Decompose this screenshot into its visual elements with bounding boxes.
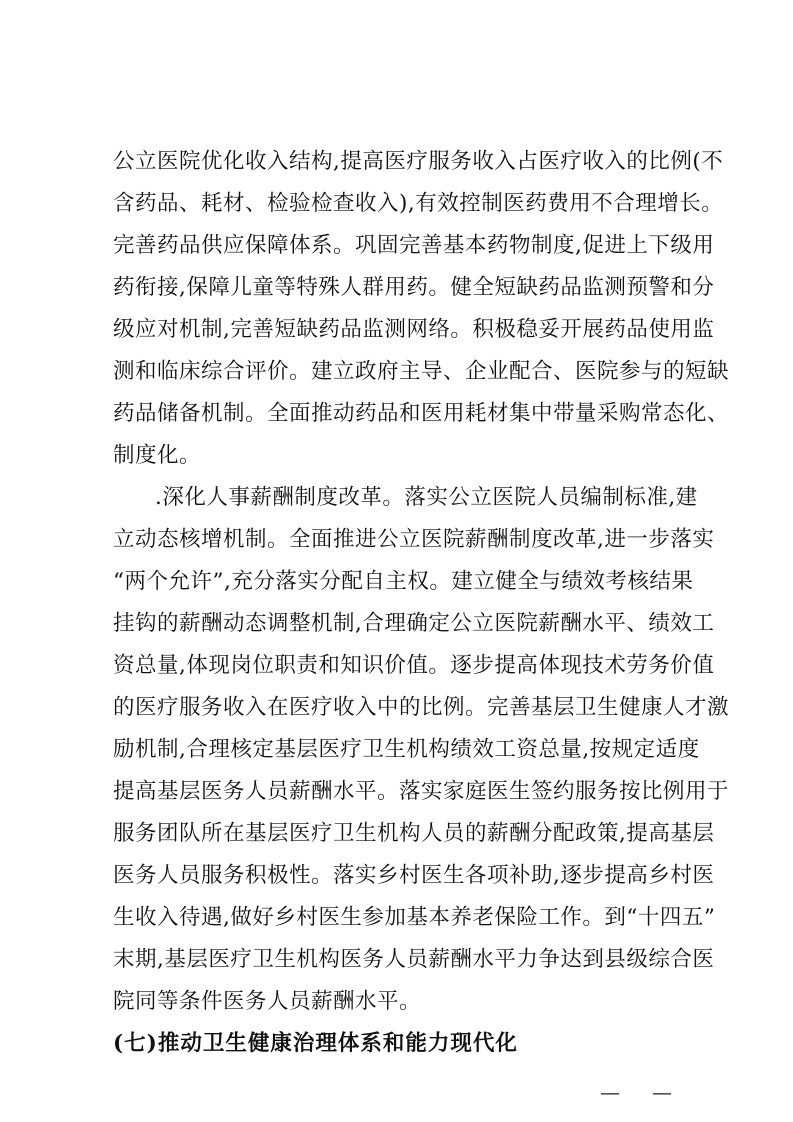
- paragraph-2-line-3: “两个允许”,充分落实分配自主权。建立健全与绩效考核结果: [113, 569, 694, 594]
- page-marker-left: —: [600, 1080, 620, 1104]
- paragraph-2-line-12: 末期,基层医疗卫生机构医务人员薪酬水平力争达到县级综合医: [113, 947, 715, 972]
- paragraph-2-line-2: 立动态核增机制。全面推进公立医院薪酬制度改革,进一步落实: [113, 527, 715, 552]
- paragraph-1-line-4: 药衔接,保障儿童等特殊人群用药。健全短缺药品监测预警和分: [113, 275, 715, 300]
- paragraph-1-line-1: 公立医院优化收入结构,提高医疗服务收入占医疗收入的比例(不: [113, 149, 724, 174]
- paragraph-2-line-9: 服务团队所在基层医疗卫生机构人员的薪酬分配政策,提高基层: [113, 821, 715, 846]
- paragraph-2-line-8: 提高基层医务人员薪酬水平。落实家庭医生签约服务按比例用于: [113, 779, 730, 804]
- page-marker-right: —: [652, 1080, 672, 1104]
- paragraph-2-line-1: .深化人事薪酬制度改革。落实公立医院人员编制标准,建: [155, 485, 698, 510]
- paragraph-2-line-4: 挂钩的薪酬动态调整机制,合理确定公立医院薪酬水平、绩效工: [113, 611, 715, 636]
- paragraph-1-line-3: 完善药品供应保障体系。巩固完善基本药物制度,促进上下级用: [113, 233, 715, 258]
- paragraph-2-line-6: 的医疗服务收入在医疗收入中的比例。完善基层卫生健康人才激: [113, 695, 730, 720]
- paragraph-1-line-8: 制度化。: [113, 443, 202, 468]
- paragraph-2-line-10: 医务人员服务积极性。落实乡村医生各项补助,逐步提高乡村医: [113, 863, 715, 888]
- paragraph-1-line-6: 测和临床综合评价。建立政府主导、企业配合、医院参与的短缺: [113, 359, 730, 384]
- paragraph-2-line-5: 资总量,体现岗位职责和知识价值。逐步提高体现技术劳务价值: [113, 653, 715, 678]
- section-heading: (七)推动卫生健康治理体系和能力现代化: [113, 1031, 518, 1056]
- paragraph-2-line-7: 励机制,合理核定基层医疗卫生机构绩效工资总量,按规定适度: [113, 737, 700, 762]
- paragraph-2-line-13: 院同等条件医务人员薪酬水平。: [113, 989, 422, 1014]
- paragraph-2-line-11: 生收入待遇,做好乡村医生参加基本养老保险工作。到“十四五”: [113, 905, 716, 930]
- paragraph-1-line-7: 药品储备机制。全面推动药品和医用耗材集中带量采购常态化、: [113, 401, 730, 426]
- paragraph-1-line-2: 含药品、耗材、检验检查收入),有效控制医药费用不合理增长。: [113, 191, 724, 216]
- paragraph-1-line-5: 级应对机制,完善短缺药品监测网络。积极稳妥开展药品使用监: [113, 317, 715, 342]
